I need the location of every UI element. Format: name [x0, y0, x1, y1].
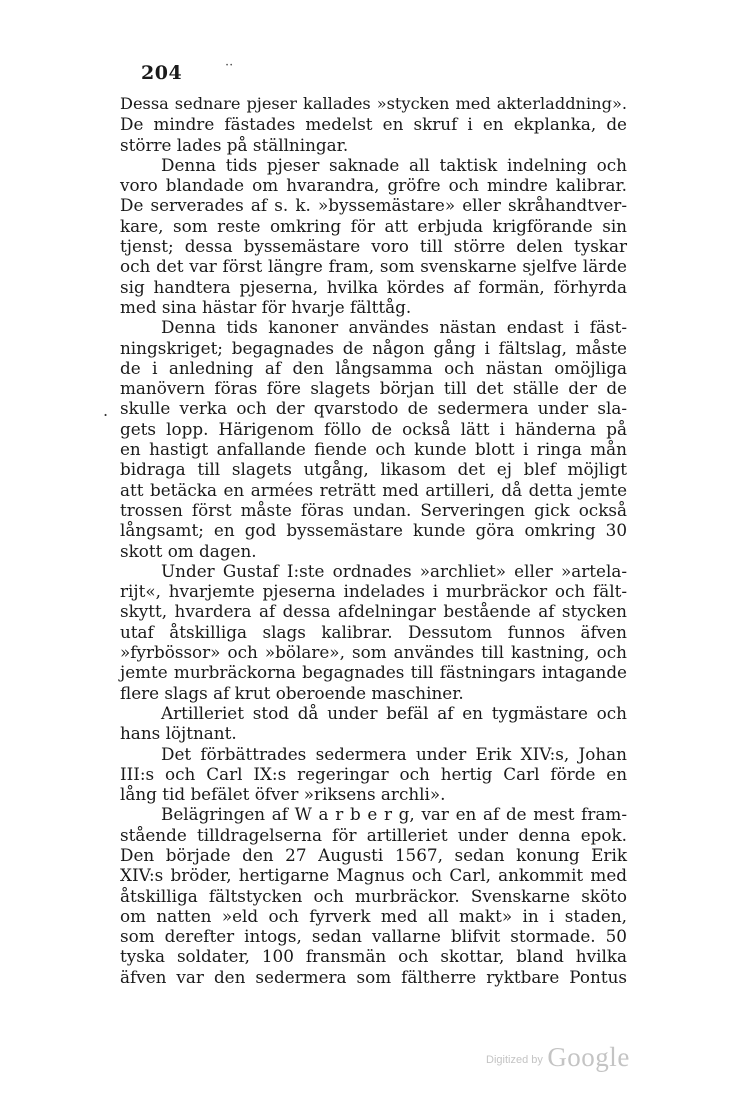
margin-mark: .: [103, 401, 109, 420]
text-line: och det var först längre fram, som svenskarne sjelfve lärde: [120, 256, 627, 277]
text-line: De serverades af s. k. »byssemästare» eller skråhandtver-: [120, 195, 627, 216]
text-line: voro blandade om hvarandra, gröfre och mindre kalibrar.: [120, 175, 627, 196]
text-line: skytt, hvardera af dessa afdelningar bestående af stycken: [120, 601, 627, 622]
text-line: Artilleriet stod då under befäl af en tygmästare och: [161, 702, 627, 723]
stray-mark: ··: [225, 58, 234, 73]
text-line: större lades på ställningar.: [120, 134, 349, 155]
text-line: utaf åtskilliga slags kalibrar. Dessutom funnos äfven: [120, 621, 627, 642]
google-logo: Google: [547, 1042, 630, 1072]
text-line: Belägringen af W a r b e r g, var en af de mest fram-: [161, 804, 627, 825]
text-line: De mindre fästades medelst en skruf i en ekplanka, de: [120, 114, 627, 135]
text-line: Det förbättrades sedermera under Erik XIV:s, Johan: [161, 743, 627, 764]
text-line: skott om dagen.: [120, 540, 257, 561]
text-line: bidraga till slagets utgång, likasom det ej blef möjligt: [120, 459, 627, 480]
text-line: åtskilliga fältstycken och murbräckor. Svenskarne sköto: [120, 885, 627, 906]
text-line: manövern föras före slagets början till det ställe der de: [120, 378, 627, 399]
text-line: sig handtera pjeserna, hvilka kördes af formän, förhyrda: [120, 276, 627, 297]
text-line: Den började den 27 Augusti 1567, sedan konung Erik: [120, 844, 627, 865]
text-line: jemte murbräckorna begagnades till fästningars intagande: [120, 662, 627, 683]
text-line: Dessa sednare pjeser kallades »stycken med akterladdning».: [120, 94, 627, 113]
text-line: gets lopp. Härigenom föllo de också lätt i händerna på: [120, 418, 627, 439]
text-line: de i anledning af den långsamma och nästan omöjliga: [120, 357, 627, 378]
text-line: stående tilldragelserna för artilleriet under denna epok.: [120, 824, 627, 845]
text-line: »fyrbössor» och »bölare», som användes till kastning, och: [120, 642, 627, 663]
text-line: om natten »eld och fyrverk med all makt» in i staden,: [120, 905, 627, 926]
text-line: trossen först måste föras undan. Serveringen gick också: [120, 499, 627, 520]
text-line: XIV:s bröder, hertigarne Magnus och Carl, ankommit med: [120, 865, 627, 886]
text-line: Denna tids pjeser saknade all taktisk indelning och: [161, 154, 627, 175]
text-line: en hastigt anfallande fiende och kunde blott i ringa mån: [120, 439, 627, 460]
text-line: långsamt; en god byssemästare kunde göra omkring 30: [120, 520, 627, 541]
text-body: [120, 94, 627, 987]
text-line: lång tid befälet öfver »riksens archli».: [120, 784, 446, 805]
text-line: skulle verka och der qvarstodo de sedermera under sla-: [120, 398, 627, 419]
text-line: tjenst; dessa byssemästare voro till större delen tyskar: [120, 236, 627, 257]
text-line: äfven var den sedermera som fältherre ryktbare Pontus: [120, 966, 627, 987]
google-digitized-watermark: [486, 1042, 630, 1073]
watermark-prefix: Digitized by: [486, 1054, 543, 1066]
text-line: som derefter intogs, sedan vallarne blifvit stormade. 50: [120, 926, 627, 947]
text-line: tyska soldater, 100 fransmän och skottar, bland hvilka: [120, 946, 627, 967]
text-line: Denna tids kanoner användes nästan endast i fäst-: [161, 317, 627, 338]
text-line: hans löjtnant.: [120, 723, 237, 744]
text-line: Under Gustaf I:ste ordnades »archliet» eller »artela-: [161, 560, 627, 581]
text-line: flere slags af krut oberoende maschiner.: [120, 682, 464, 703]
text-line: III:s och Carl IX:s regeringar och hertig Carl förde en: [120, 763, 627, 784]
text-line: rijt«, hvarjemte pjeserna indelades i murbräckor och fält-: [120, 581, 627, 602]
text-line: kare, som reste omkring för att erbjuda krigförande sin: [120, 215, 627, 236]
text-line: med sina hästar för hvarje fälttåg.: [120, 296, 412, 317]
page-number: 204: [141, 62, 183, 84]
text-line: att betäcka en armées reträtt med artilleri, då detta jemte: [120, 479, 627, 500]
text-line: ningskriget; begagnades de någon gång i fältslag, måste: [120, 337, 627, 358]
